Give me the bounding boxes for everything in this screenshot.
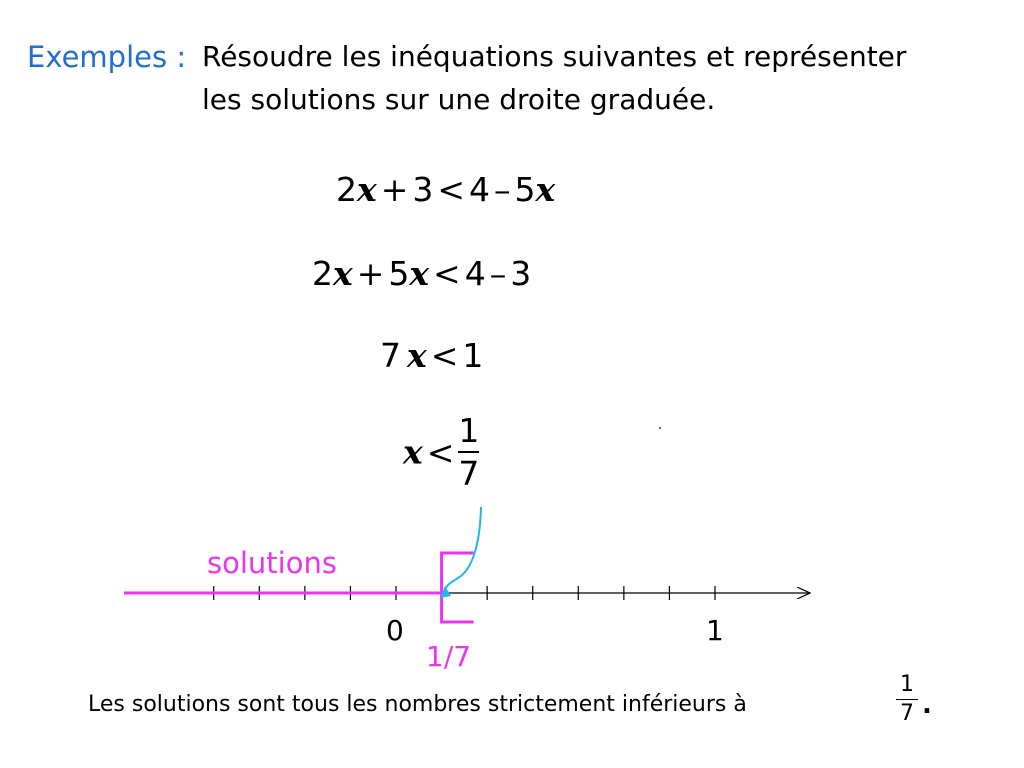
fraction-denominator: 7 xyxy=(900,701,914,726)
conclusion-text: Les solutions sont tous les nombres strictement inférieurs à xyxy=(88,692,747,717)
tick-label-one: 1 xyxy=(706,614,724,647)
variable: x xyxy=(535,170,556,209)
operator: – xyxy=(494,170,511,209)
coef: 5 xyxy=(514,170,536,209)
tick-label-zero: 0 xyxy=(386,614,404,647)
constant: 4 xyxy=(464,254,486,293)
fraction xyxy=(896,674,918,725)
examples-label: Exemples : xyxy=(27,40,187,74)
variable: x xyxy=(409,254,430,293)
fraction-numerator: 1 xyxy=(458,411,480,450)
variable: x xyxy=(357,170,377,209)
relation: < xyxy=(426,432,455,472)
constant: 1 xyxy=(462,336,484,375)
coef: 5 xyxy=(388,254,410,293)
constant: 3 xyxy=(412,170,434,209)
relation: < xyxy=(433,254,461,293)
coef: 2 xyxy=(336,170,357,209)
variable: x xyxy=(407,336,427,375)
relation: < xyxy=(437,170,465,209)
coef: 7 xyxy=(380,336,401,375)
solutions-label: solutions xyxy=(207,546,337,580)
constant: 3 xyxy=(510,254,532,293)
variable: x xyxy=(333,254,353,293)
relation: < xyxy=(430,336,459,375)
operator: + xyxy=(356,254,385,293)
operator: – xyxy=(489,254,507,293)
bound-label: 1/7 xyxy=(426,640,472,673)
fraction-numerator: 1 xyxy=(900,672,914,697)
constant: 4 xyxy=(469,170,490,209)
instruction-line-1: Résoudre les inéquations suivantes et représenter xyxy=(202,40,907,73)
operator: + xyxy=(380,170,409,209)
conclusion-fraction xyxy=(896,674,918,725)
conclusion-period: . xyxy=(922,690,932,720)
instruction-line-2: les solutions sur une droite graduée. xyxy=(202,83,716,116)
variable: x xyxy=(403,432,423,472)
fraction-bar xyxy=(896,699,918,700)
pointer-arrow xyxy=(444,507,481,593)
coef: 2 xyxy=(312,254,333,293)
conclusion xyxy=(88,692,747,717)
fraction-denominator: 7 xyxy=(458,454,480,493)
